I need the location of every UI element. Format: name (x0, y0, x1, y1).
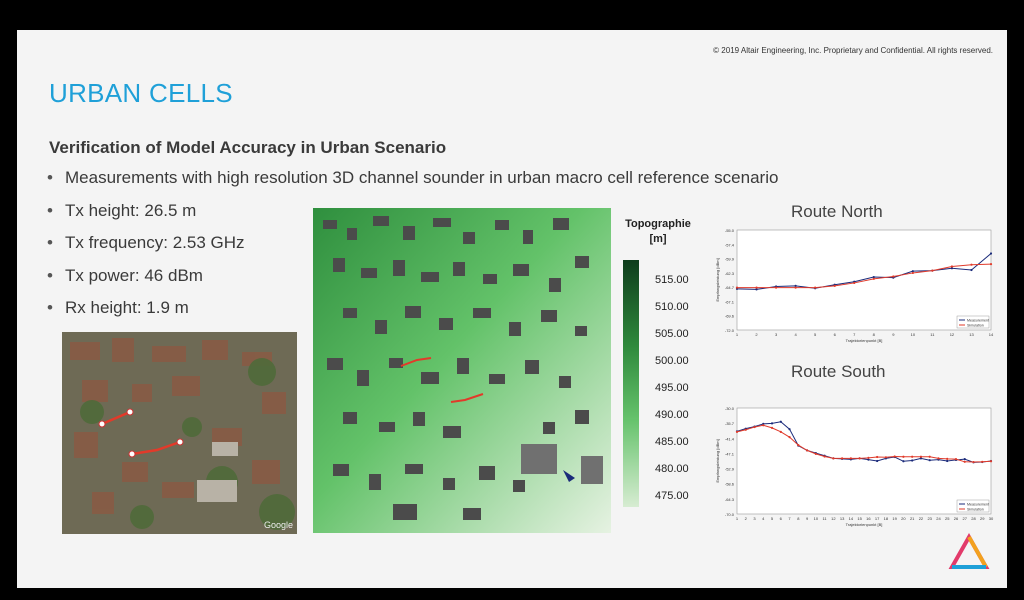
data-point (771, 422, 773, 424)
x-tick-label: 26 (953, 516, 959, 521)
y-tick-label: -72.0 (724, 328, 734, 333)
x-tick-label: 30 (988, 516, 994, 521)
colorbar-tick: 505.00 (655, 328, 689, 340)
data-point (780, 431, 782, 433)
y-tick-label: -41.4 (724, 436, 734, 442)
altair-logo (949, 534, 989, 572)
data-point (902, 460, 904, 462)
x-tick-label: 16 (866, 516, 871, 521)
copyright-notice: © 2019 Altair Engineering, Inc. Proprietary and Confidential. All rights reserved. (713, 46, 993, 55)
x-tick-label: 5 (770, 516, 774, 521)
legend-label: Measurement (967, 502, 989, 507)
y-tick-label: -59.9 (724, 256, 734, 262)
x-tick-label: 10 (910, 332, 916, 337)
topography-map (313, 208, 611, 533)
x-tick-label: 13 (969, 332, 974, 337)
y-tick-label: -55.0 (724, 228, 734, 233)
data-point (780, 421, 782, 423)
data-point (876, 460, 878, 462)
data-point (911, 456, 913, 458)
x-tick-label: 9 (805, 516, 809, 521)
colorbar-tick: 515.00 (655, 274, 689, 286)
x-tick-label: 15 (857, 516, 862, 521)
x-tick-label: 11 (930, 332, 935, 337)
x-tick-label: 18 (883, 516, 889, 521)
data-point (894, 455, 896, 457)
slide-title: URBAN CELLS (49, 78, 233, 108)
bullet-item: • Tx frequency: 2.53 GHz (45, 229, 778, 262)
data-point (931, 269, 933, 271)
data-point (806, 449, 808, 451)
colorbar-tick: 490.00 (655, 409, 689, 421)
x-tick-label: 23 (927, 516, 932, 521)
data-point (859, 457, 861, 459)
data-point (815, 453, 817, 455)
y-axis-label: Empfangsleistung [dBm] (715, 439, 720, 483)
x-tick-label: 17 (874, 516, 880, 521)
slide-subtitle: Verification of Model Accuracy in Urban Scenario (49, 138, 447, 157)
y-tick-label: -47.1 (724, 451, 734, 457)
x-tick-label: 14 (988, 332, 994, 337)
data-point (795, 287, 797, 289)
x-tick-label: 8 (797, 516, 800, 521)
data-point (972, 461, 974, 463)
data-point (929, 459, 931, 461)
x-tick-label: 20 (901, 516, 906, 521)
y-tick-label: -62.3 (724, 270, 734, 276)
data-point (788, 428, 790, 430)
x-tick-label: 24 (936, 516, 941, 521)
bullet-item: • Tx height: 26.5 m (45, 197, 778, 230)
x-axis-label: Trajektorienpunkt [B] (845, 338, 883, 343)
y-tick-label: -64.7 (724, 285, 734, 291)
data-point (771, 427, 773, 429)
data-point (867, 457, 869, 459)
data-point (970, 269, 972, 271)
data-point (823, 455, 825, 457)
data-point (946, 458, 948, 460)
data-point (955, 458, 957, 460)
x-tick-label: 6 (779, 516, 782, 521)
bullet-item: • Rx height: 1.9 m (45, 294, 778, 327)
x-axis-label: Trajektorienpunkt [B] (845, 522, 883, 527)
legend-label: Simulation (967, 507, 984, 512)
data-point (788, 436, 790, 438)
x-tick-label: 14 (848, 516, 854, 521)
y-tick-label: -30.0 (724, 406, 734, 411)
data-point (736, 431, 738, 433)
route-south-title: Route South (791, 362, 886, 381)
data-point (850, 457, 852, 459)
bullet-item: • Measurements with high resolution 3D channel sounder in urban macro cell reference scenario (45, 164, 778, 197)
data-point (951, 265, 953, 267)
x-tick-label: 28 (971, 516, 976, 521)
x-tick-label: 8 (872, 332, 875, 337)
data-point (853, 282, 855, 284)
data-point (873, 278, 875, 280)
data-point (841, 457, 843, 459)
route-north-chart (717, 192, 997, 352)
data-point (762, 424, 764, 426)
data-point (814, 287, 816, 289)
x-tick-label: 22 (918, 516, 924, 521)
y-tick-label: -64.3 (724, 496, 734, 502)
x-tick-label: 1 (735, 516, 739, 521)
colorbar-tick: 510.00 (655, 301, 689, 313)
x-tick-label: 12 (831, 516, 836, 521)
y-tick-label: -69.6 (724, 313, 734, 319)
y-tick-label: -35.7 (724, 421, 734, 427)
x-tick-label: 4 (794, 332, 797, 337)
data-point (876, 456, 878, 458)
y-axis-label: Empfangsleistung [dBm] (715, 258, 720, 302)
x-tick-label: 4 (762, 516, 765, 521)
chart-legend (957, 500, 989, 512)
data-point (745, 429, 747, 431)
x-tick-label: 29 (980, 516, 985, 521)
data-point (797, 444, 799, 446)
colorbar-tick: 500.00 (655, 355, 689, 367)
data-point (775, 287, 777, 289)
data-point (981, 461, 983, 463)
data-point (990, 252, 992, 254)
x-tick-label: 2 (744, 516, 747, 521)
data-point (920, 456, 922, 458)
y-tick-label: -70.0 (724, 512, 734, 517)
y-tick-label: -52.9 (724, 466, 734, 472)
data-point (964, 458, 966, 460)
x-tick-label: 12 (949, 332, 955, 337)
x-tick-label: 27 (962, 516, 967, 521)
data-point (970, 264, 972, 266)
x-tick-label: 1 (735, 332, 739, 337)
x-tick-label: 5 (814, 332, 817, 337)
data-point (753, 426, 755, 428)
legend-label: Simulation (967, 323, 984, 328)
colorbar-tick: 485.00 (655, 436, 689, 448)
data-point (736, 287, 738, 289)
colorbar-tick: 475.00 (655, 490, 689, 502)
y-tick-label: -57.4 (724, 242, 734, 248)
x-tick-label: 10 (813, 516, 819, 521)
plot-area (737, 408, 991, 514)
x-tick-label: 3 (753, 516, 756, 521)
legend-label: Measurement (967, 318, 989, 323)
chart-legend (957, 316, 989, 328)
x-tick-label: 3 (774, 332, 778, 337)
data-point (832, 457, 834, 459)
data-point (946, 460, 948, 462)
data-point (990, 263, 992, 265)
data-point (892, 275, 894, 277)
aerial-photo (62, 332, 297, 534)
x-tick-label: 25 (944, 516, 950, 521)
data-point (885, 456, 887, 458)
x-tick-label: 9 (892, 332, 895, 337)
y-tick-label: -58.6 (724, 481, 734, 487)
data-point (911, 459, 913, 461)
data-point (990, 460, 992, 462)
bullet-item: • Tx power: 46 dBm (45, 262, 778, 295)
google-watermark: Google (264, 520, 294, 530)
data-point (834, 285, 836, 287)
x-tick-label: 7 (788, 516, 791, 521)
colorbar-title: Topographie [m] (625, 218, 691, 245)
data-point (912, 272, 914, 274)
colorbar-tick: 480.00 (655, 463, 689, 475)
data-point (929, 456, 931, 458)
x-tick-label: 2 (755, 332, 758, 337)
y-tick-label: -67.1 (724, 299, 734, 305)
data-point (755, 287, 757, 289)
route-north-title: Route North (791, 202, 883, 221)
data-point (902, 456, 904, 458)
data-point (964, 461, 966, 463)
x-tick-label: 13 (839, 516, 845, 521)
colorbar (623, 260, 639, 507)
data-point (937, 457, 939, 459)
x-tick-label: 7 (853, 332, 856, 337)
slide (17, 30, 1007, 588)
x-tick-label: 11 (822, 516, 827, 521)
x-tick-label: 6 (833, 332, 836, 337)
x-tick-label: 19 (892, 516, 897, 521)
colorbar-tick: 495.00 (655, 382, 689, 394)
route-south-chart (717, 378, 997, 532)
x-tick-label: 21 (909, 516, 915, 521)
plot-area (737, 230, 991, 330)
